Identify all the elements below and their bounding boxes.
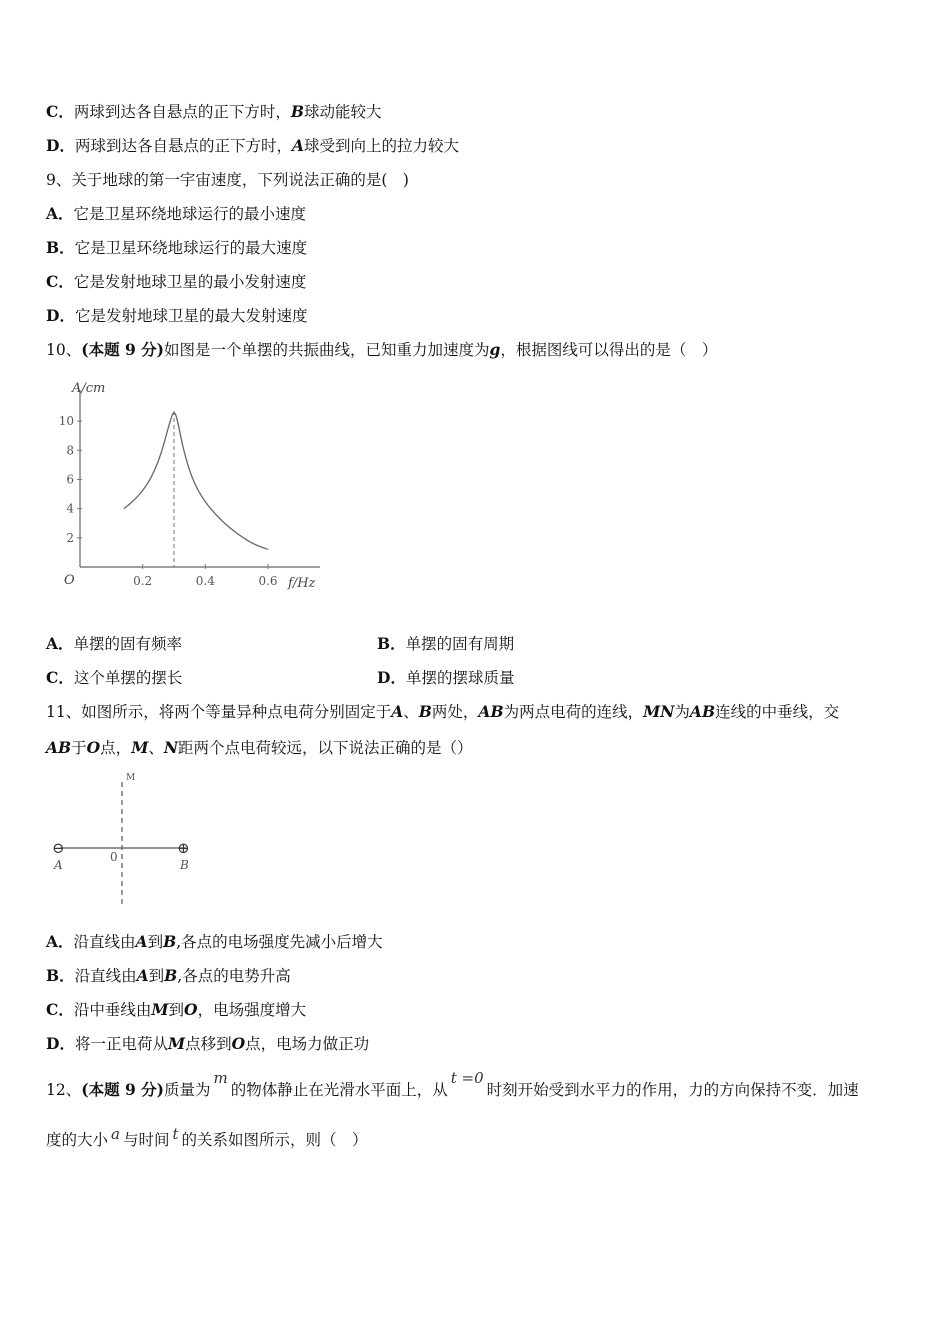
- q9-stem: 9、关于地球的第一宇宙速度，下列说法正确的是( ): [46, 171, 409, 189]
- y-tick-label: 4: [66, 501, 74, 516]
- label-b: B: [180, 858, 189, 872]
- y-tick-label: 8: [66, 443, 74, 458]
- q10-stem: 10、(本题 9 分)如图是一个单摆的共振曲线，已知重力加速度为g，根据图线可以得出的是（ ）: [46, 340, 718, 359]
- q11-option-a: A．沿直线由A到B,各点的电场强度先减小后增大: [46, 932, 383, 951]
- y-axis-label: A/cm: [72, 381, 106, 396]
- label-a: A: [54, 858, 63, 872]
- resonance-curve-chart: [50, 372, 340, 602]
- charge-b-symbol: ⊕: [177, 839, 190, 857]
- chart-ticks: [59, 414, 278, 588]
- resonance-curve-line: [124, 413, 268, 550]
- q12-stem-line1: 12、(本题 9 分)质量为m的物体静止在光滑水平面上，从t =0时刻开始受到水平力的作用，力的方向保持不变．加速: [46, 1069, 859, 1099]
- x-tick-label: 0.4: [195, 574, 215, 588]
- q10-option-b: B．单摆的固有周期: [377, 634, 515, 653]
- charges-figure: [46, 770, 206, 910]
- q11-option-b: B．沿直线由A到B,各点的电势升高: [46, 966, 291, 985]
- charge-a-symbol: ⊖: [52, 839, 65, 857]
- q11-option-c: C．沿中垂线由M到O，电场强度增大: [46, 1000, 307, 1019]
- label-m: M: [126, 773, 136, 783]
- q9-option-c: C．它是发射地球卫星的最小发射速度: [46, 272, 307, 291]
- q8-option-d: D．两球到达各自悬点的正下方时，A球受到向上的拉力较大: [46, 136, 460, 155]
- q11-stem-line1: 11、如图所示，将两个等量异种点电荷分别固定于A、B两处，AB为两点电荷的连线，MN为AB连线的中垂线，交: [46, 702, 840, 721]
- q10-option-d: D．单摆的摆球质量: [377, 668, 515, 687]
- label-o: 0: [110, 850, 118, 864]
- x-axis-label: f/Hz: [288, 576, 316, 591]
- chart-axes: [80, 390, 320, 567]
- y-tick-label: 10: [58, 414, 74, 429]
- y-tick-label: 6: [66, 472, 74, 487]
- chart-series: [124, 411, 268, 567]
- origin-label: O: [64, 573, 75, 588]
- q8-option-c: C．两球到达各自悬点的正下方时，B球动能较大: [46, 102, 382, 121]
- q10-option-a: A．单摆的固有频率: [46, 634, 183, 653]
- q9-option-d: D．它是发射地球卫星的最大发射速度: [46, 306, 308, 325]
- q12-stem-line2: 度的大小 a 与时间 t 的关系如图所示，则（ ）: [46, 1125, 368, 1149]
- q11-option-d: D．将一正电荷从M点移到O点，电场力做正功: [46, 1034, 370, 1053]
- q10-option-c: C．这个单摆的摆长: [46, 668, 183, 687]
- x-tick-label: 0.2: [133, 574, 153, 588]
- q9-option-a: A．它是卫星环绕地球运行的最小速度: [46, 204, 307, 223]
- x-tick-label: 0.6: [258, 574, 278, 588]
- y-tick-label: 2: [66, 530, 74, 545]
- q9-option-b: B．它是卫星环绕地球运行的最大速度: [46, 238, 308, 257]
- q11-stem-line2: AB于O点，M、N距两个点电荷较远，以下说法正确的是（）: [46, 738, 473, 757]
